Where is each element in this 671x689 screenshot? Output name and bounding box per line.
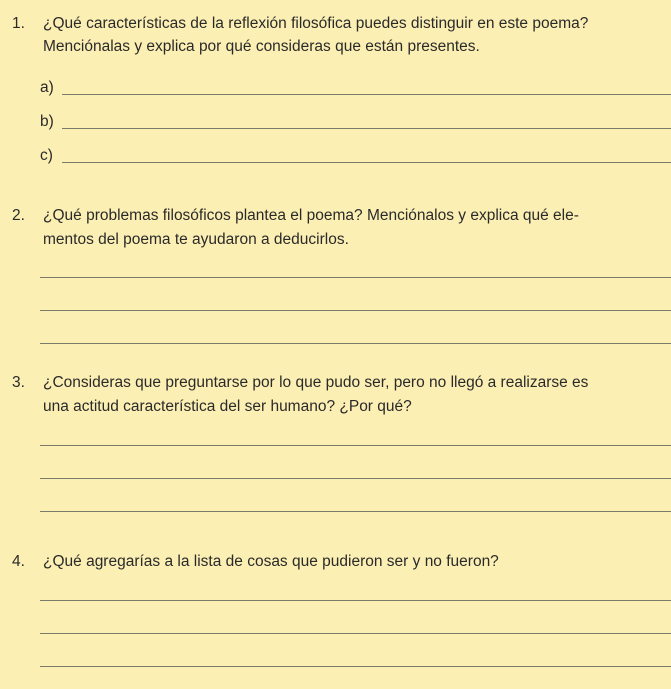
answer-line[interactable] xyxy=(40,310,671,311)
question-text: una actitud característica del ser humano? ¿Por qué? xyxy=(43,398,412,415)
answer-line[interactable] xyxy=(40,633,671,634)
answer-line[interactable] xyxy=(40,600,671,601)
answer-line[interactable] xyxy=(62,128,671,129)
question-text: ¿Qué agregarías a la lista de cosas que pudieron ser y no fueron? xyxy=(43,553,499,570)
answer-label-b: b) xyxy=(40,113,54,130)
answer-line[interactable] xyxy=(62,94,671,95)
answer-line[interactable] xyxy=(40,277,671,278)
question-text: Menciónalas y explica por qué consideras que están presentes. xyxy=(43,38,480,55)
answer-line[interactable] xyxy=(40,445,671,446)
question-text: ¿Consideras que preguntarse por lo que pudo ser, pero no llegó a realizarse es xyxy=(43,374,589,391)
answer-line[interactable] xyxy=(40,478,671,479)
question-number: 3. xyxy=(12,374,25,391)
answer-label-c: c) xyxy=(40,147,53,164)
answer-label-a: a) xyxy=(40,79,54,96)
answer-line[interactable] xyxy=(40,511,671,512)
answer-line[interactable] xyxy=(62,162,671,163)
question-number: 2. xyxy=(12,207,25,224)
answer-line[interactable] xyxy=(40,343,671,344)
answer-line[interactable] xyxy=(40,666,671,667)
question-text: ¿Qué características de la reflexión filosófica puedes distinguir en este poema? xyxy=(43,15,589,32)
question-text: ¿Qué problemas filosóficos plantea el poema? Menciónalos y explica qué ele- xyxy=(43,207,579,224)
question-number: 4. xyxy=(12,553,25,570)
question-number: 1. xyxy=(12,15,25,32)
question-text: mentos del poema te ayudaron a deducirlos. xyxy=(43,231,349,248)
